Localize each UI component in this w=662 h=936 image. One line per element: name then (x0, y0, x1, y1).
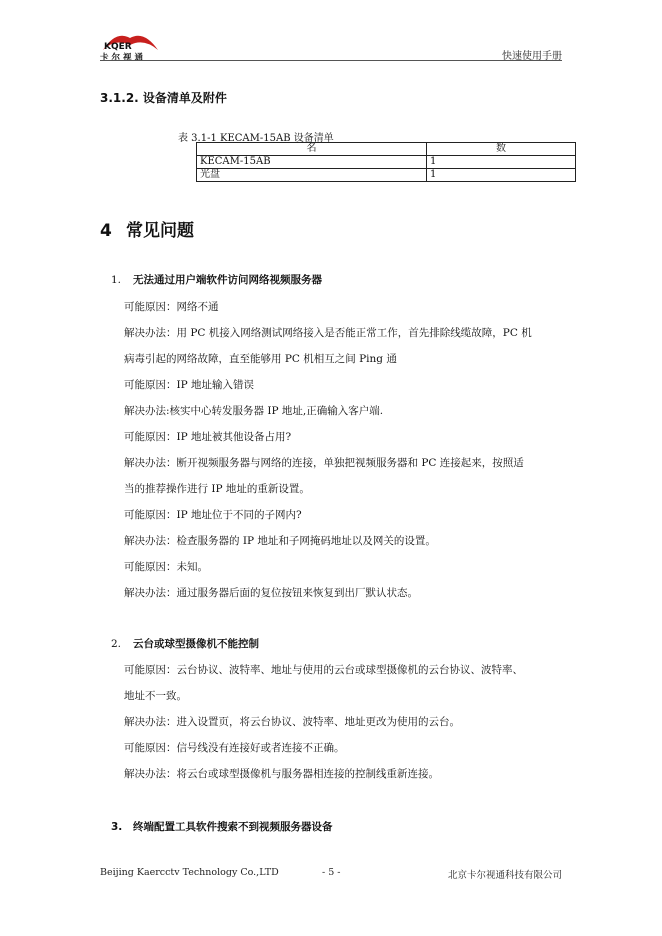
answer-line: 解决办法：进入设置页，将云台协议、波特率、地址更改为使用的云台。 (124, 716, 460, 728)
question-title (111, 819, 333, 834)
equipment-table (196, 142, 576, 182)
answer-line: 可能原因：信号线没有连接好或者连接不正确。 (124, 742, 345, 754)
table-row (197, 169, 576, 182)
answer-line: 可能原因：网络不通 (124, 301, 219, 313)
page-number: - 5 - (322, 867, 341, 878)
answer-line: 当的推荐操作进行 IP 地址的重新设置。 (124, 483, 310, 495)
footer-company-cn: 北京卡尔视通科技有限公司 (447, 870, 562, 881)
header-divider (100, 60, 562, 61)
answer-line: 解决办法：将云台或球型摄像机与服务器相连接的控制线重新连接。 (124, 768, 439, 780)
question-number: 3. (111, 821, 123, 833)
table-cell-name: KECAM-15AB (197, 156, 427, 169)
question-title (111, 272, 322, 287)
table-caption: 表 3.1-1 KECAM-15AB 设备清单 (178, 133, 334, 144)
table-cell-quantity: 1 (427, 156, 576, 169)
logo-lettering: KQER (104, 42, 132, 52)
answer-line: 可能原因：未知。 (124, 561, 208, 573)
section-heading-3-1-2: 3.1.2. 设备清单及附件 (100, 91, 227, 105)
header-title: 快速使用手册 (502, 51, 562, 62)
answer-line: 解决办法：断开视频服务器与网络的连接，单独把视频服务器和 PC 连接起来，按照适 (124, 457, 524, 469)
question-text: 无法通过用户端软件访问网络视频服务器 (133, 274, 322, 286)
table-cell-name: 光盘 (197, 169, 427, 182)
answer-line: 地址不一致。 (124, 690, 187, 702)
column-header-name: 名 (197, 143, 427, 156)
footer-company-en: Beijing Kaercctv Technology Co.,LTD (100, 867, 279, 878)
answer-line: 病毒引起的网络故障，直至能够用 PC 机相互之间 Ping 通 (124, 353, 397, 365)
question-text: 终端配置工具软件搜索不到视频服务器设备 (133, 821, 333, 833)
answer-line: 解决办法：检查服务器的 IP 地址和子网掩码地址以及网关的设置。 (124, 535, 436, 547)
table-header-row (197, 143, 576, 156)
answer-line: 解决办法:核实中心转发服务器 IP 地址,正确输入客户端. (124, 405, 384, 417)
question-number: 1. (111, 274, 122, 286)
section-heading-4 (100, 216, 194, 241)
answer-line: 解决办法：通过服务器后面的复位按钮来恢复到出厂默认状态。 (124, 587, 418, 599)
column-header-quantity: 数 (427, 143, 576, 156)
question-number: 2. (111, 638, 122, 650)
answer-line: 可能原因：IP 地址被其他设备占用? (124, 431, 292, 443)
section-number: 4 (100, 221, 112, 241)
answer-line: 可能原因：IP 地址输入错误 (124, 379, 255, 391)
section-title: 常见问题 (126, 221, 194, 241)
answer-line: 可能原因：云台协议、波特率、地址与使用的云台或球型摄像机的云台协议、波特率、 (124, 664, 523, 676)
table-row (197, 156, 576, 169)
question-text: 云台或球型摄像机不能控制 (133, 638, 259, 650)
table-cell-quantity: 1 (427, 169, 576, 182)
question-title (111, 636, 259, 651)
answer-line: 解决办法：用 PC 机接入网络测试网络接入是否能正常工作，首先排除线缆故障，PC 机 (124, 327, 532, 339)
answer-line: 可能原因：IP 地址位于不同的子网内? (124, 509, 302, 521)
brand-name-cn: 卡尔视通 (100, 53, 147, 63)
